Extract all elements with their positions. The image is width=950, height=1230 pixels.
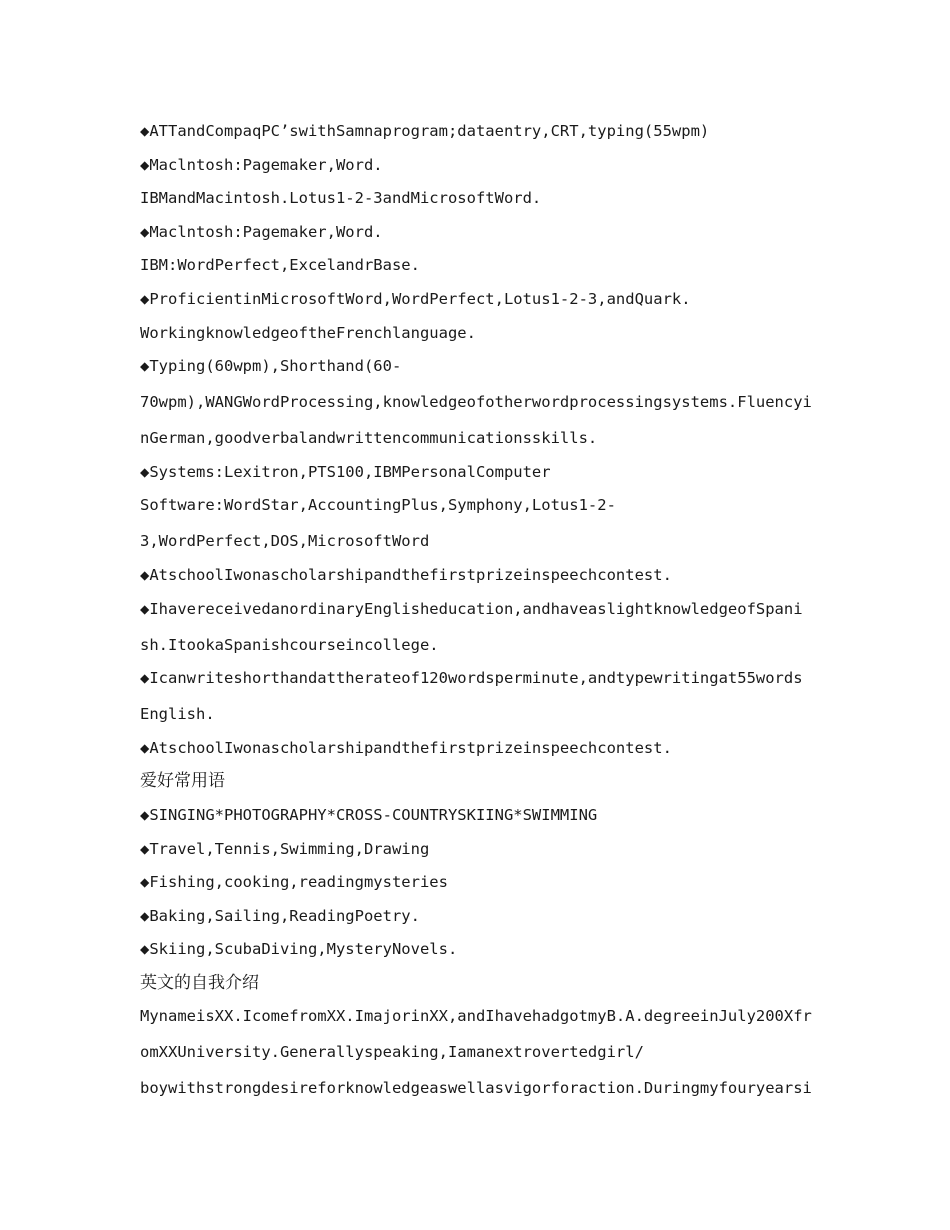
hobby-line: ◆SINGING*PHOTOGRAPHY*CROSS-COUNTRYSKIING*SWIMMING	[140, 805, 598, 824]
intro-heading: 英文的自我介绍	[140, 972, 259, 993]
hobby-line: ◆Baking,Sailing,ReadingPoetry.	[140, 906, 420, 925]
intro-line: omXXUniversity.Generallyspeaking,Iamanextrovertedgirl/	[140, 1043, 644, 1062]
text-line: nGerman,goodverbalandwrittencommunicationsskills.	[140, 429, 598, 448]
text-line: WorkingknowledgeoftheFrenchlanguage.	[140, 323, 476, 342]
text-line: ◆IhavereceivedanordinaryEnglisheducation,andhaveaslightknowledgeofSpani	[140, 599, 803, 618]
text-line: 3,WordPerfect,DOS,MicrosoftWord	[140, 532, 430, 551]
text-line: ◆AtschoolIwonascholarshipandthefirstprizeinspeechcontest.	[140, 738, 672, 757]
hobbies-heading: 爱好常用语	[140, 771, 225, 792]
text-line: ◆ProficientinMicrosoftWord,WordPerfect,Lotus1-2-3,andQuark.	[140, 289, 691, 308]
text-line: ◆AtschoolIwonascholarshipandthefirstprizeinspeechcontest.	[140, 565, 672, 584]
hobby-line: ◆Fishing,cooking,readingmysteries	[140, 873, 448, 892]
text-line: IBMandMacintosh.Lotus1-2-3andMicrosoftWord.	[140, 189, 542, 208]
text-line: English.	[140, 705, 215, 724]
document-body	[140, 118, 812, 1109]
text-line: ◆Typing(60wpm),Shorthand(60-	[140, 357, 402, 376]
text-line: sh.ItookaSpanishcourseincollege.	[140, 635, 439, 654]
hobby-line: ◆Skiing,ScubaDiving,MysteryNovels.	[140, 940, 458, 959]
intro-line: boywithstrongdesireforknowledgeaswellasvigorforaction.Duringmyfouryearsi	[140, 1079, 812, 1098]
text-line: ◆ATTandCompaqPC’swithSamnaprogram;dataentry,CRT,typing(55wpm)	[140, 122, 710, 140]
text-line: Software:WordStar,AccountingPlus,Symphony,Lotus1-2-	[140, 496, 616, 515]
text-line: ◆Maclntosh:Pagemaker,Word.	[140, 222, 383, 241]
text-line: IBM:WordPerfect,ExcelandrBase.	[140, 256, 420, 275]
text-line: ◆Systems:Lexitron,PTS100,IBMPersonalComputer	[140, 462, 551, 481]
text-line: 70wpm),WANGWordProcessing,knowledgeofotherwordprocessingsystems.Fluencyi	[140, 393, 812, 412]
text-line: ◆Icanwriteshorthandattherateof120wordsperminute,andtypewritingat55words	[140, 669, 803, 688]
intro-line: MynameisXX.IcomefromXX.ImajorinXX,andIhavehadgotmyB.A.degreeinJuly200Xfr	[140, 1007, 812, 1026]
text-line: ◆Maclntosh:Pagemaker,Word.	[140, 155, 383, 174]
hobby-line: ◆Travel,Tennis,Swimming,Drawing	[140, 839, 430, 858]
